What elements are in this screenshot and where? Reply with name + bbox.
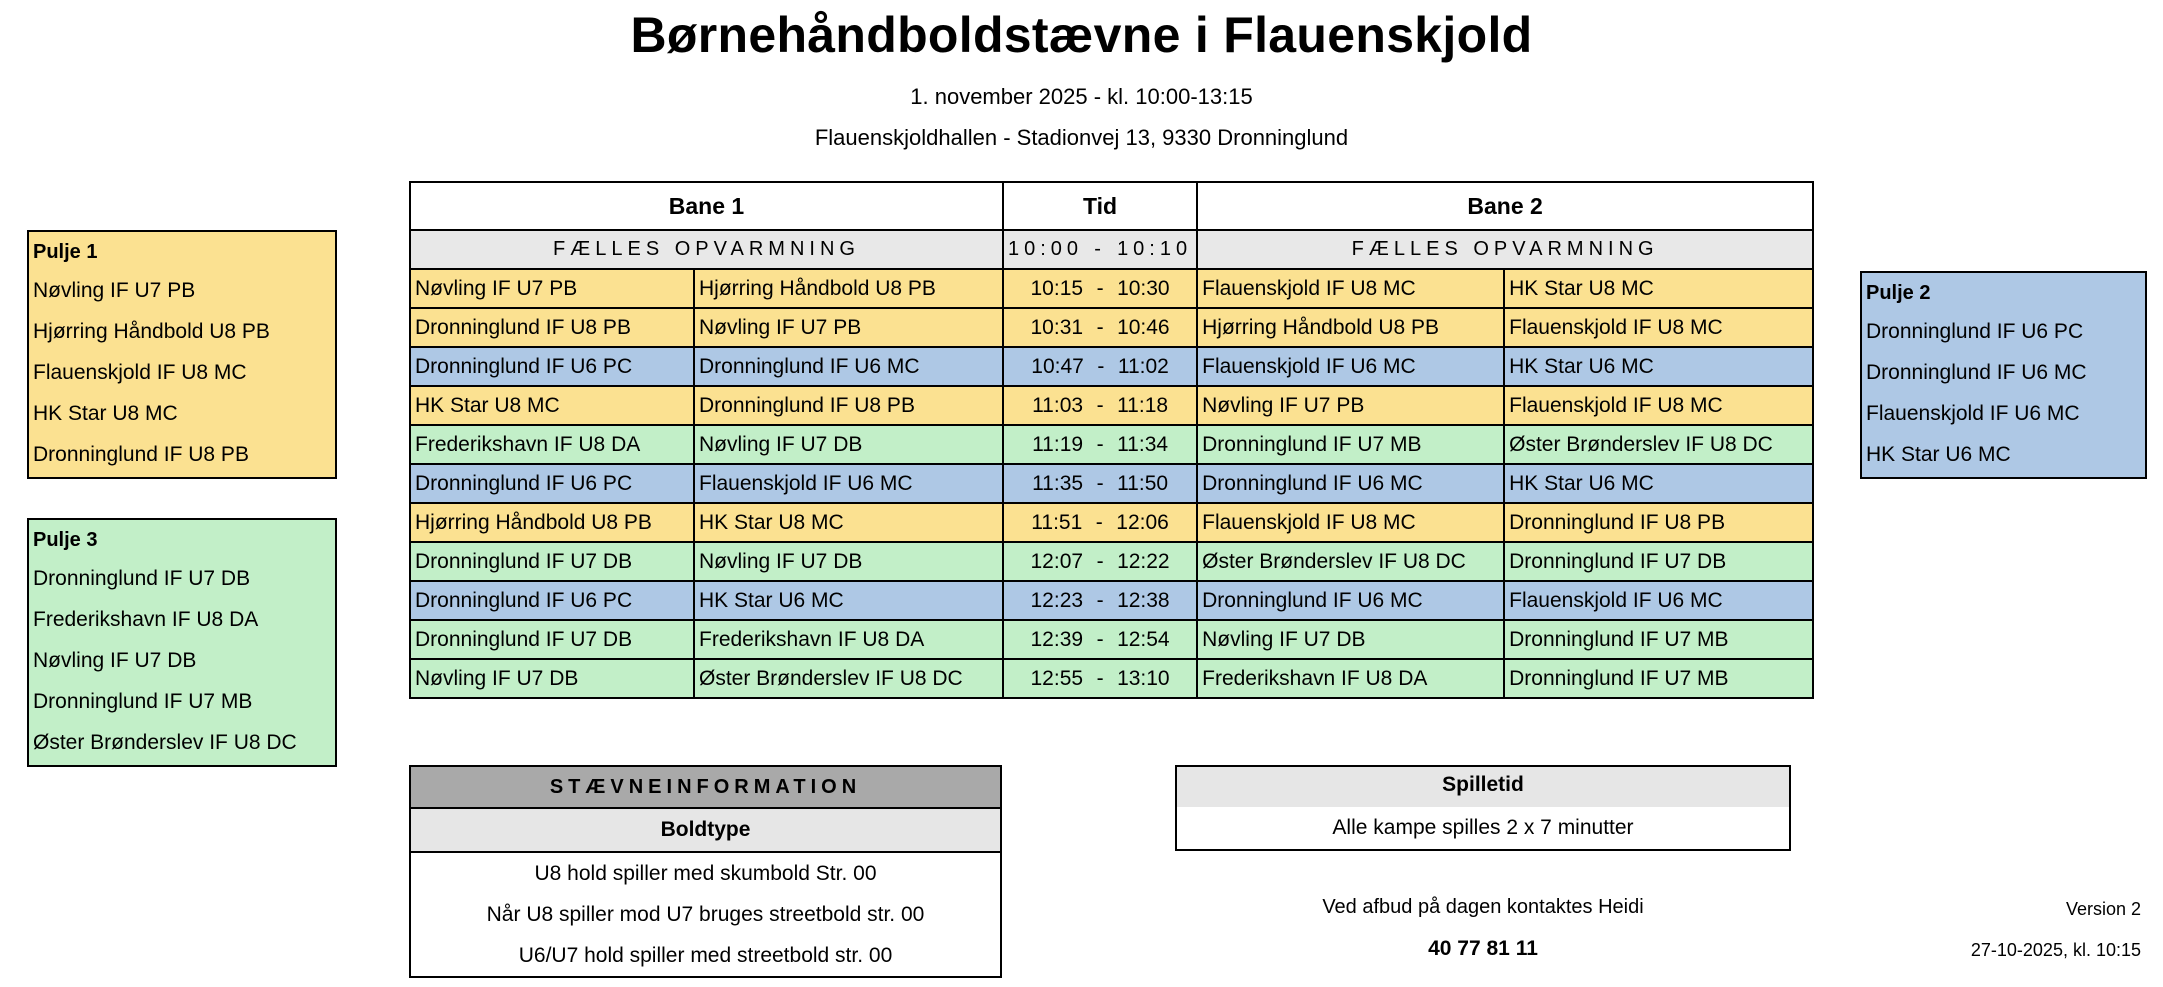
pool-team: Dronninglund IF U6 MC xyxy=(1866,361,2087,384)
warmup-label: FÆLLES OPVARMNING xyxy=(410,230,1003,269)
match-time xyxy=(1003,503,1197,542)
version-date: 27-10-2025, kl. 10:15 xyxy=(1970,940,2141,960)
time-dash: - xyxy=(1095,510,1103,534)
court-1-away-team: HK Star U6 MC xyxy=(694,581,1003,620)
court-1-home-team: Dronninglund IF U6 PC xyxy=(410,347,694,386)
pool-team: Dronninglund IF U7 MB xyxy=(33,690,253,713)
match-row xyxy=(410,581,1813,620)
match-time xyxy=(1003,269,1197,308)
match-row xyxy=(410,425,1813,464)
start-time: 12:07 xyxy=(1030,549,1084,573)
time-dash: - xyxy=(1096,471,1104,495)
time-dash: - xyxy=(1096,432,1104,456)
court-2-away-team: Flauenskjold IF U8 MC xyxy=(1504,386,1813,425)
playtime-header: Spilletid xyxy=(1177,767,1789,807)
end-time: 12:06 xyxy=(1116,510,1169,534)
end-time: 10:10 xyxy=(1117,238,1193,260)
court-2-home-team: Nøvling IF U7 PB xyxy=(1197,386,1504,425)
match-row xyxy=(410,542,1813,581)
start-time: 10:47 xyxy=(1031,354,1084,378)
pool-title: Pulje 2 xyxy=(1866,282,1931,304)
court-1-away-team: Nøvling IF U7 DB xyxy=(694,425,1003,464)
pool-team: Nøvling IF U7 DB xyxy=(33,649,197,672)
court-2-home-team: Dronninglund IF U6 MC xyxy=(1197,464,1504,503)
court-2-away-team: HK Star U8 MC xyxy=(1504,269,1813,308)
match-row xyxy=(410,386,1813,425)
start-time: 11:35 xyxy=(1032,471,1084,495)
court-2-header: Bane 2 xyxy=(1197,182,1813,230)
end-time: 12:22 xyxy=(1117,549,1170,573)
pool-title: Pulje 1 xyxy=(33,241,98,263)
start-time: 10:31 xyxy=(1030,315,1084,339)
end-time: 11:34 xyxy=(1117,432,1169,456)
court-1-away-team: Flauenskjold IF U6 MC xyxy=(694,464,1003,503)
court-1-home-team: Frederikshavn IF U8 DA xyxy=(410,425,694,464)
court-1-home-team: Hjørring Håndbold U8 PB xyxy=(410,503,694,542)
pool-team: HK Star U8 MC xyxy=(33,402,178,425)
end-time: 11:18 xyxy=(1117,393,1169,417)
match-time xyxy=(1003,620,1197,659)
time-dash: - xyxy=(1096,627,1104,651)
event-info-box xyxy=(409,765,1002,978)
match-row xyxy=(410,269,1813,308)
start-time: 10:00 xyxy=(1008,238,1084,260)
match-row xyxy=(410,347,1813,386)
court-1-away-team: HK Star U8 MC xyxy=(694,503,1003,542)
info-line: Når U8 spiller mod U7 bruges streetbold str. 00 xyxy=(486,903,925,926)
court-2-away-team: Dronninglund IF U8 PB xyxy=(1504,503,1813,542)
match-row xyxy=(410,464,1813,503)
end-time: 11:02 xyxy=(1117,354,1169,378)
court-2-away-team: Flauenskjold IF U6 MC xyxy=(1504,581,1813,620)
pool-team: Dronninglund IF U6 PC xyxy=(1866,320,2084,343)
match-time xyxy=(1003,542,1197,581)
match-time xyxy=(1003,581,1197,620)
court-1-away-team: Dronninglund IF U6 MC xyxy=(694,347,1003,386)
court-2-home-team: Flauenskjold IF U8 MC xyxy=(1197,269,1504,308)
playtime-text: Alle kampe spilles 2 x 7 minutter xyxy=(1332,816,1634,839)
version-label: Version 2 xyxy=(2065,899,2141,919)
court-2-home-team: Nøvling IF U7 DB xyxy=(1197,620,1504,659)
court-2-away-team: Dronninglund IF U7 MB xyxy=(1504,620,1813,659)
court-1-home-team: Dronninglund IF U6 PC xyxy=(410,464,694,503)
time-dash: - xyxy=(1096,276,1104,300)
time-dash: - xyxy=(1096,549,1104,573)
pool-2-box xyxy=(1860,271,2147,479)
court-1-away-team: Nøvling IF U7 DB xyxy=(694,542,1003,581)
start-time: 11:19 xyxy=(1032,432,1084,456)
contact-phone: 40 77 81 11 xyxy=(1428,937,1538,960)
event-venue: Flauenskjoldhallen - Stadionvej 13, 9330 Dronninglund xyxy=(814,125,1349,150)
court-2-home-team: Flauenskjold IF U8 MC xyxy=(1197,503,1504,542)
pool-team: Frederikshavn IF U8 DA xyxy=(33,608,259,631)
playtime-box xyxy=(1175,765,1791,851)
pool-team: Nøvling IF U7 PB xyxy=(33,279,196,302)
court-2-home-team: Hjørring Håndbold U8 PB xyxy=(1197,308,1504,347)
balltype-header: Boldtype xyxy=(411,809,1000,853)
time-dash: - xyxy=(1097,354,1105,378)
end-time: 10:46 xyxy=(1117,315,1170,339)
schedule-header-row xyxy=(410,182,1813,230)
pool-team: Dronninglund IF U7 DB xyxy=(33,567,251,590)
match-time xyxy=(1003,659,1197,698)
pool-team: Flauenskjold IF U6 MC xyxy=(1866,402,2080,425)
match-time xyxy=(1003,386,1197,425)
time-dash: - xyxy=(1094,238,1106,260)
time-dash: - xyxy=(1096,393,1104,417)
court-1-away-team: Nøvling IF U7 PB xyxy=(694,308,1003,347)
court-2-away-team: Dronninglund IF U7 MB xyxy=(1504,659,1813,698)
time-dash: - xyxy=(1096,666,1104,690)
time-dash: - xyxy=(1096,315,1104,339)
match-row xyxy=(410,503,1813,542)
event-info-header: STÆVNEINFORMATION xyxy=(411,767,1000,809)
court-1-home-team: Nøvling IF U7 DB xyxy=(410,659,694,698)
end-time: 10:30 xyxy=(1117,276,1170,300)
match-time xyxy=(1003,425,1197,464)
warmup-label: FÆLLES OPVARMNING xyxy=(1197,230,1813,269)
court-2-home-team: Øster Brønderslev IF U8 DC xyxy=(1197,542,1504,581)
warmup-time xyxy=(1003,230,1197,269)
pool-1-box xyxy=(27,230,337,479)
end-time: 12:38 xyxy=(1117,588,1170,612)
pool-title: Pulje 3 xyxy=(33,529,98,551)
end-time: 13:10 xyxy=(1117,666,1170,690)
court-2-away-team: HK Star U6 MC xyxy=(1504,347,1813,386)
court-1-home-team: Dronninglund IF U6 PC xyxy=(410,581,694,620)
schedule-table xyxy=(409,181,1814,699)
court-1-header: Bane 1 xyxy=(410,182,1003,230)
match-row xyxy=(410,659,1813,698)
court-1-away-team: Øster Brønderslev IF U8 DC xyxy=(694,659,1003,698)
match-time xyxy=(1003,464,1197,503)
start-time: 11:03 xyxy=(1032,393,1084,417)
pool-team: Dronninglund IF U8 PB xyxy=(33,443,249,466)
court-1-home-team: HK Star U8 MC xyxy=(410,386,694,425)
start-time: 12:23 xyxy=(1030,588,1084,612)
court-1-away-team: Frederikshavn IF U8 DA xyxy=(694,620,1003,659)
match-row xyxy=(410,308,1813,347)
court-2-away-team: HK Star U6 MC xyxy=(1504,464,1813,503)
match-row xyxy=(410,620,1813,659)
match-time xyxy=(1003,308,1197,347)
info-line: U6/U7 hold spiller med streetbold str. 00 xyxy=(518,944,893,967)
court-1-home-team: Dronninglund IF U7 DB xyxy=(410,542,694,581)
pool-team: Flauenskjold IF U8 MC xyxy=(33,361,247,384)
start-time: 11:51 xyxy=(1031,510,1083,534)
pool-team: Øster Brønderslev IF U8 DC xyxy=(33,731,297,754)
court-2-away-team: Øster Brønderslev IF U8 DC xyxy=(1504,425,1813,464)
court-1-away-team: Dronninglund IF U8 PB xyxy=(694,386,1003,425)
time-header: Tid xyxy=(1003,182,1197,230)
court-2-home-team: Frederikshavn IF U8 DA xyxy=(1197,659,1504,698)
court-2-home-team: Flauenskjold IF U6 MC xyxy=(1197,347,1504,386)
court-2-away-team: Dronninglund IF U7 DB xyxy=(1504,542,1813,581)
court-2-away-team: Flauenskjold IF U8 MC xyxy=(1504,308,1813,347)
match-time xyxy=(1003,347,1197,386)
pool-3-box xyxy=(27,518,337,767)
court-1-home-team: Dronninglund IF U7 DB xyxy=(410,620,694,659)
warmup-row xyxy=(410,230,1813,269)
info-line: U8 hold spiller med skumbold Str. 00 xyxy=(534,862,877,885)
start-time: 10:15 xyxy=(1030,276,1084,300)
start-time: 12:55 xyxy=(1030,666,1084,690)
end-time: 12:54 xyxy=(1117,627,1170,651)
pool-team: HK Star U6 MC xyxy=(1866,443,2011,466)
event-date: 1. november 2025 - kl. 10:00-13:15 xyxy=(910,84,1253,109)
time-dash: - xyxy=(1096,588,1104,612)
page-title: Børnehåndboldstævne i Flauenskjold xyxy=(630,7,1533,63)
start-time: 12:39 xyxy=(1030,627,1084,651)
court-1-home-team: Nøvling IF U7 PB xyxy=(410,269,694,308)
court-2-home-team: Dronninglund IF U6 MC xyxy=(1197,581,1504,620)
end-time: 11:50 xyxy=(1117,471,1169,495)
contact-text: Ved afbud på dagen kontaktes Heidi xyxy=(1322,896,1644,918)
court-2-home-team: Dronninglund IF U7 MB xyxy=(1197,425,1504,464)
court-1-home-team: Dronninglund IF U8 PB xyxy=(410,308,694,347)
pool-team: Hjørring Håndbold U8 PB xyxy=(33,320,270,343)
court-1-away-team: Hjørring Håndbold U8 PB xyxy=(694,269,1003,308)
